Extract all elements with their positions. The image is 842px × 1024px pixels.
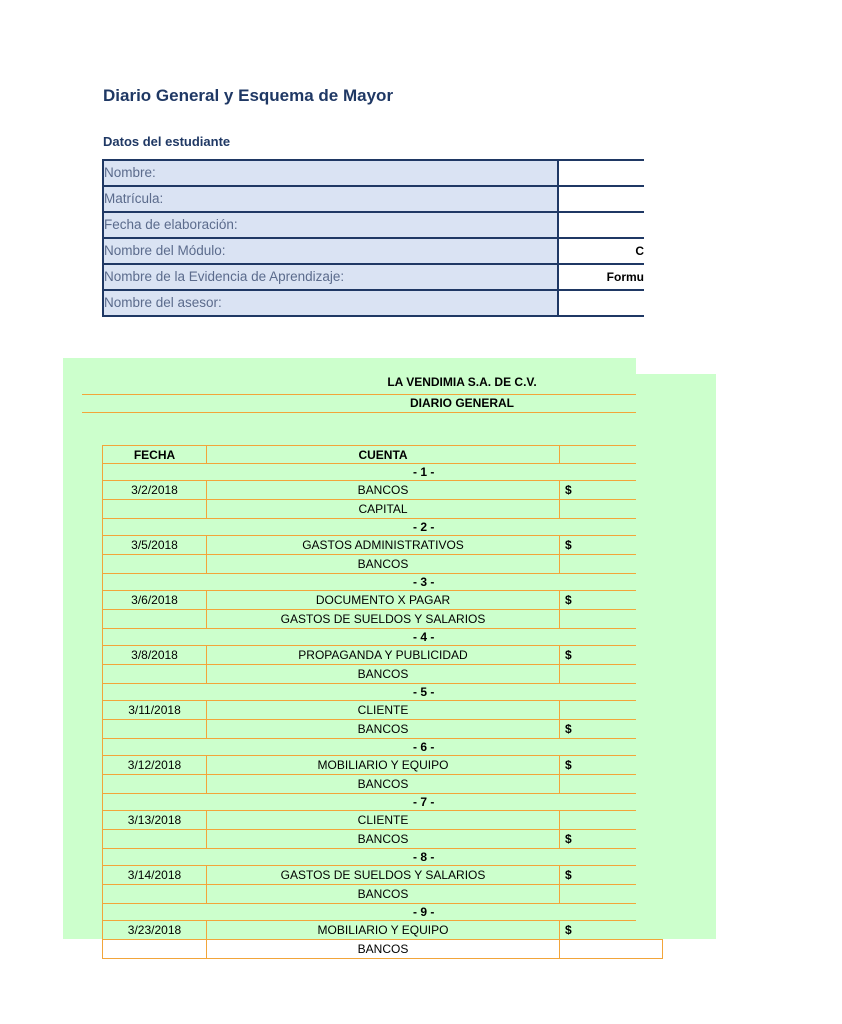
entry-account[interactable]: BANCOS [207,775,560,794]
journal-background-right [636,374,716,939]
entry-date[interactable] [103,830,207,849]
entry-number-row [103,629,663,646]
table-row [103,665,663,684]
table-row [103,885,663,904]
table-row [103,940,663,959]
table-row [103,591,663,610]
info-row [104,291,644,317]
info-label-evidencia: Nombre de la Evidencia de Aprendizaje: [104,265,559,289]
entry-account[interactable]: MOBILIARIO Y EQUIPO [207,756,560,775]
entry-account[interactable]: GASTOS DE SUELDOS Y SALARIOS [207,866,560,885]
table-row [103,536,663,555]
entry-date[interactable] [103,555,207,574]
entry-number-row [103,519,663,536]
entry-number-row [103,464,663,481]
info-value-fecha[interactable] [559,213,644,237]
entry-number: - 2 - [103,519,663,536]
table-row [103,830,663,849]
entry-debe[interactable]: $ [560,720,663,739]
entry-number-row [103,794,663,811]
entry-debe[interactable]: $ [560,830,663,849]
table-row [103,775,663,794]
entry-account[interactable]: CLIENTE [207,811,560,830]
entry-number: - 5 - [103,684,663,701]
table-row [103,610,663,629]
journal-table [102,445,663,959]
page-title: Diario General y Esquema de Mayor [103,86,394,105]
table-row [103,720,663,739]
entry-date[interactable] [103,940,207,959]
journal-header-row [103,446,663,464]
entry-date[interactable] [103,720,207,739]
entry-account[interactable]: BANCOS [207,555,560,574]
table-row [103,646,663,665]
entry-account[interactable]: BANCOS [207,481,560,500]
entry-date[interactable]: 3/13/2018 [103,811,207,830]
entry-account[interactable]: DOCUMENTO X PAGAR [207,591,560,610]
entry-number: - 6 - [103,739,663,756]
table-row [103,756,663,775]
entry-number-row [103,849,663,866]
journal-title: DIARIO GENERAL [409,396,514,410]
table-row [103,866,663,885]
entry-date[interactable]: 3/11/2018 [103,701,207,720]
entry-debe[interactable]: $ [560,646,663,665]
entry-account[interactable]: GASTOS ADMINISTRATIVOS [207,536,560,555]
column-header-fecha: FECHA [103,446,207,464]
entry-debe[interactable]: $ [560,866,663,885]
entry-date[interactable] [103,775,207,794]
info-value-evidencia[interactable]: Formu [606,270,644,284]
entry-date[interactable]: 3/14/2018 [103,866,207,885]
entry-number: - 9 - [103,904,663,921]
entry-account[interactable]: MOBILIARIO Y EQUIPO [207,921,560,940]
table-row [103,811,663,830]
section-subtitle: Datos del estudiante [103,134,231,149]
info-label-nombre: Nombre: [104,161,559,185]
info-row [104,213,644,239]
entry-account[interactable]: BANCOS [207,940,560,959]
table-row [103,481,663,500]
journal-body [103,464,663,959]
entry-account[interactable]: PROPAGANDA Y PUBLICIDAD [207,646,560,665]
entry-debe[interactable]: $ [560,591,663,610]
entry-number: - 1 - [103,464,663,481]
entry-account[interactable]: BANCOS [207,720,560,739]
entry-number-row [103,904,663,921]
info-row [104,187,644,213]
entry-debe[interactable]: $ [560,921,663,940]
table-row [103,500,663,519]
entry-date[interactable]: 3/6/2018 [103,591,207,610]
entry-date[interactable] [103,610,207,629]
entry-date[interactable] [103,885,207,904]
entry-debe[interactable] [560,940,663,959]
entry-account[interactable]: CAPITAL [207,500,560,519]
entry-account[interactable]: BANCOS [207,885,560,904]
table-row [103,701,663,720]
entry-number-row [103,684,663,701]
info-label-modulo: Nombre del Módulo: [104,239,559,263]
entry-account[interactable]: BANCOS [207,665,560,684]
column-header-cuenta: CUENTA [207,446,560,464]
info-value-matricula[interactable] [559,187,644,211]
entry-account[interactable]: BANCOS [207,830,560,849]
info-row [104,265,644,291]
info-row [104,239,644,265]
entry-date[interactable]: 3/2/2018 [103,481,207,500]
info-value-nombre[interactable] [559,161,644,185]
entry-number-row [103,739,663,756]
entry-number: - 7 - [103,794,663,811]
info-label-asesor: Nombre del asesor: [104,291,559,315]
entry-date[interactable]: 3/8/2018 [103,646,207,665]
student-info-table [102,159,644,317]
entry-date[interactable] [103,500,207,519]
entry-date[interactable]: 3/5/2018 [103,536,207,555]
table-row [103,921,663,940]
entry-debe[interactable]: $ [560,756,663,775]
info-label-matricula: Matrícula: [104,187,559,211]
entry-date[interactable] [103,665,207,684]
entry-number: - 4 - [103,629,663,646]
entry-number: - 3 - [103,574,663,591]
entry-account[interactable]: CLIENTE [207,701,560,720]
info-label-fecha: Fecha de elaboración: [104,213,559,237]
info-value-asesor[interactable] [559,291,644,315]
entry-date[interactable]: 3/12/2018 [103,756,207,775]
info-value-modulo[interactable]: C [635,244,644,258]
entry-account[interactable]: GASTOS DE SUELDOS Y SALARIOS [207,610,560,629]
entry-date[interactable]: 3/23/2018 [103,921,207,940]
entry-number: - 8 - [103,849,663,866]
company-name: LA VENDIMIA S.A. DE C.V. [387,375,537,389]
entry-debe[interactable]: $ [560,536,663,555]
info-row [104,161,644,187]
entry-debe[interactable]: $ [560,481,663,500]
table-row [103,555,663,574]
entry-number-row [103,574,663,591]
